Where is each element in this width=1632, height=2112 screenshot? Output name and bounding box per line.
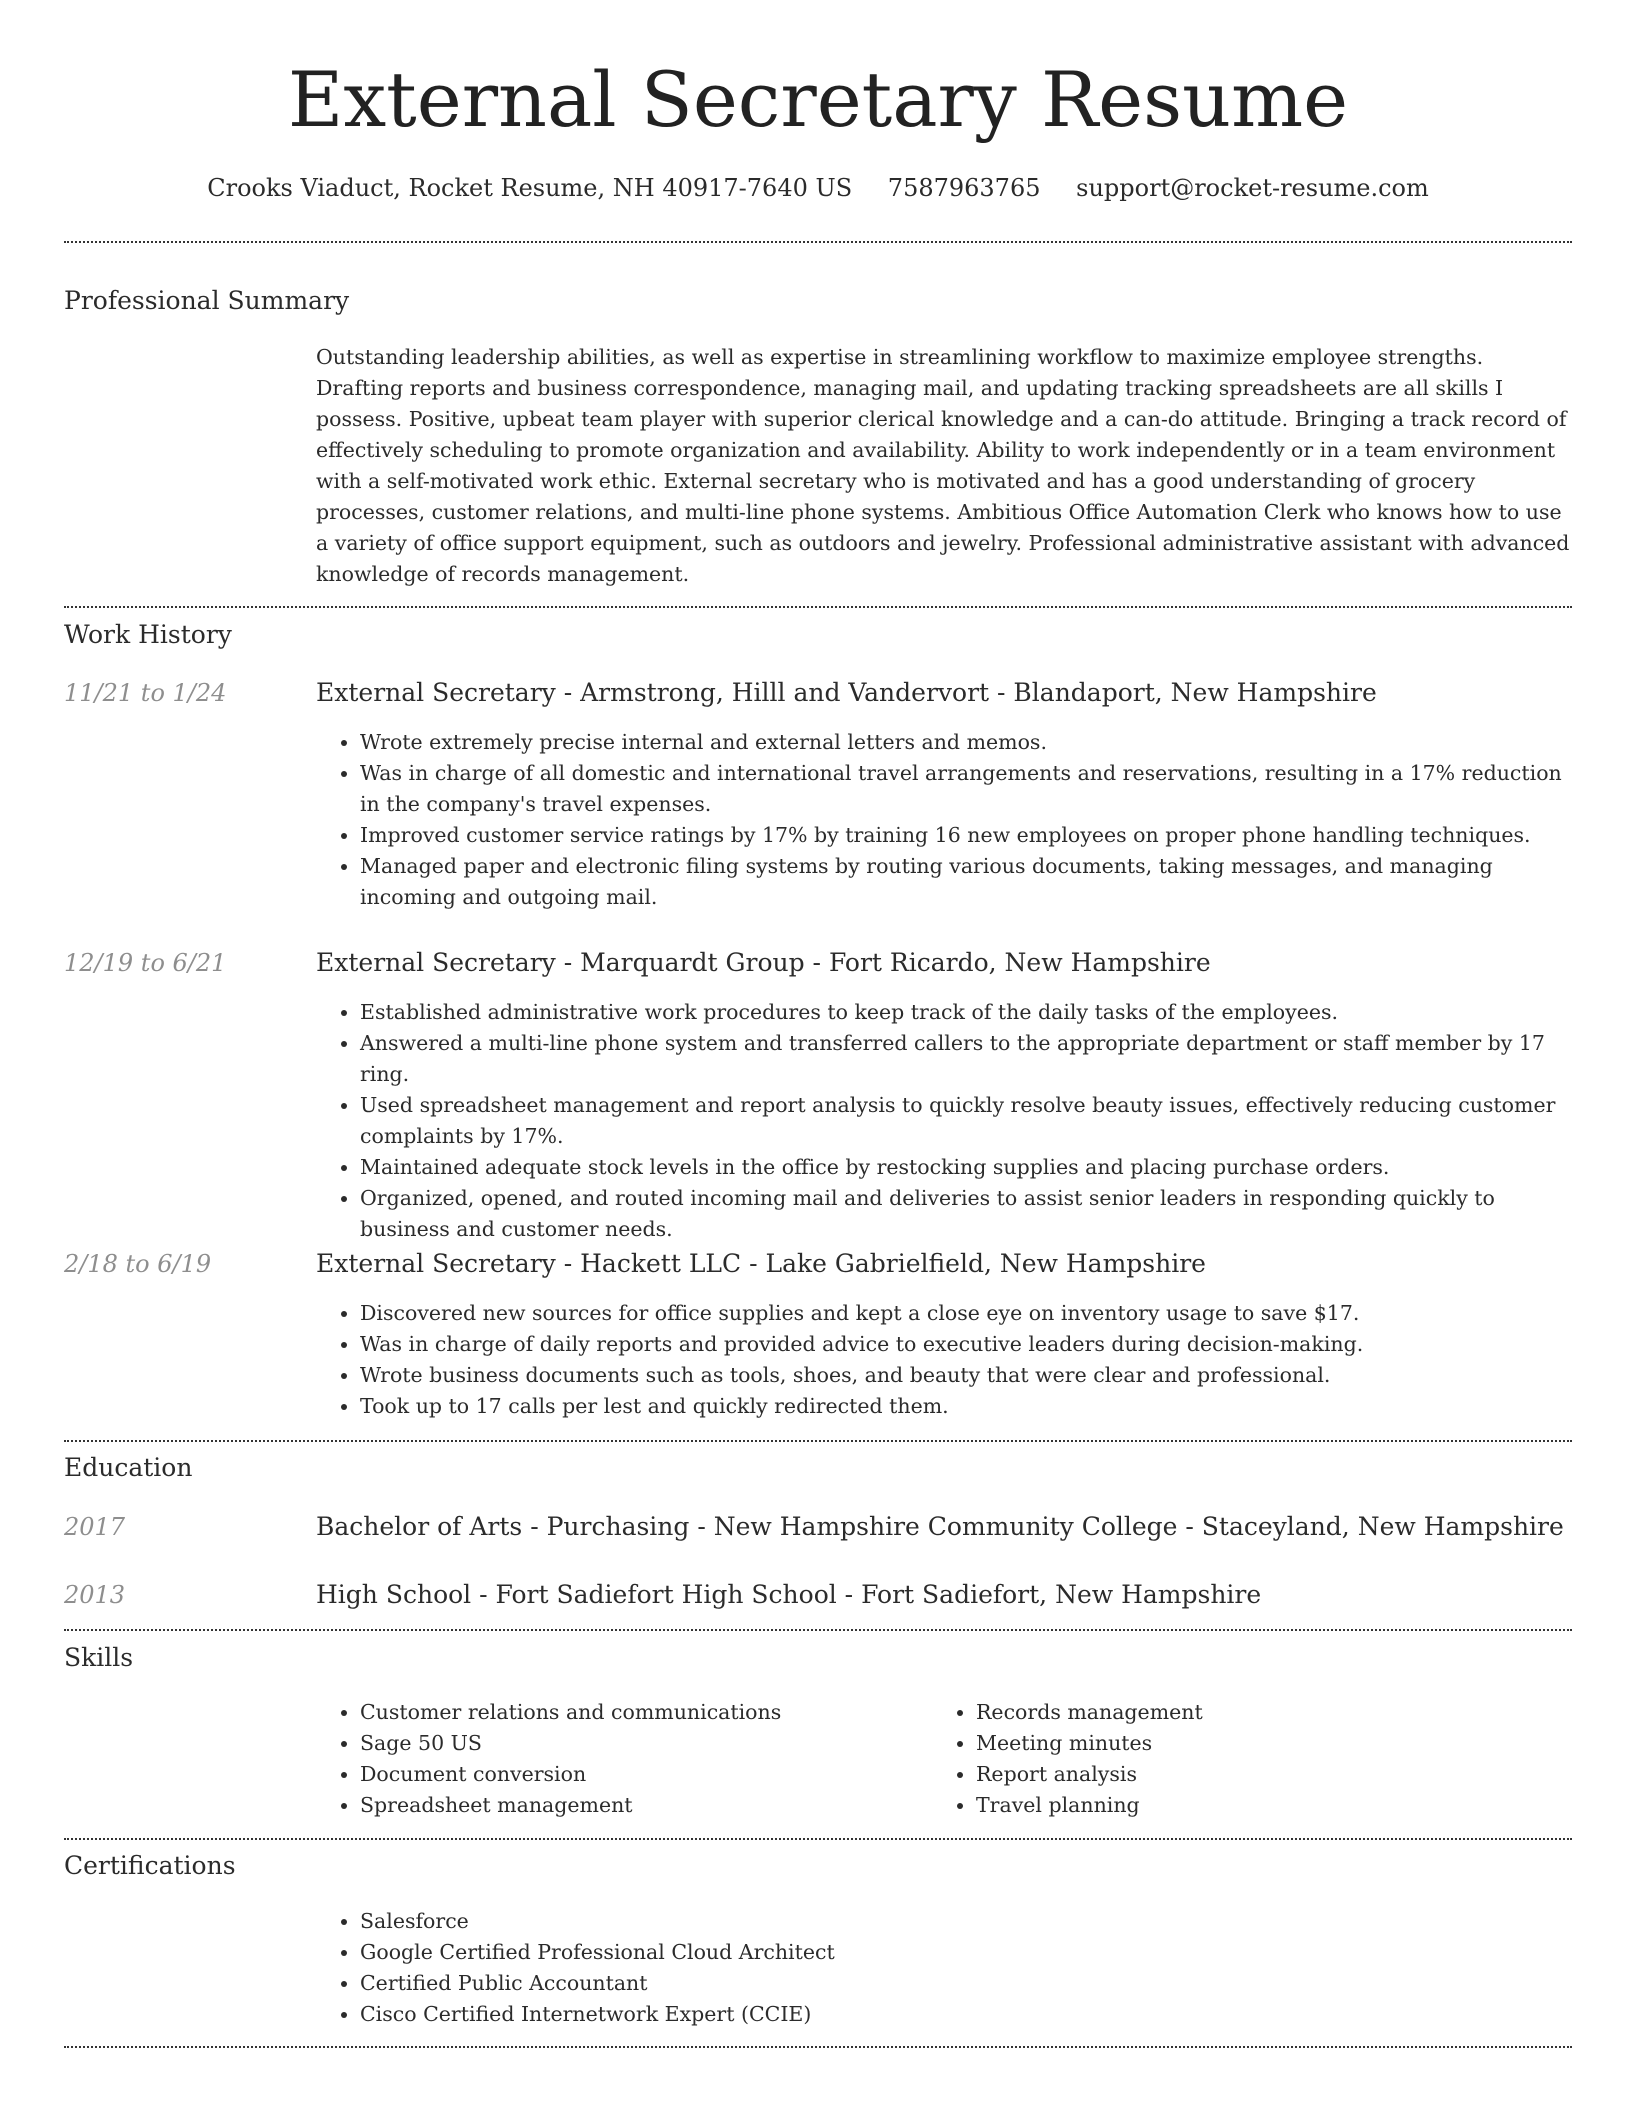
divider (64, 1629, 1572, 1631)
list-item: • Organized, opened, and routed incoming mail and deliveries to assist senior leaders in responding quickly to business and customer needs. (360, 1183, 1572, 1245)
list-item: • Was in charge of all domestic and international travel arrangements and reservations, resulting in a 17% reduction in the company's travel expenses. (360, 758, 1572, 820)
contact-line (64, 170, 1572, 206)
section-title-skills: Skills (64, 1643, 134, 1672)
list-item: • Document conversion (360, 1759, 932, 1790)
job-dates: 11/21 to 1/24 (64, 679, 227, 707)
list-item: • Used spreadsheet management and report analysis to quickly resolve beauty issues, effectively reducing customer complaints by 17%. (360, 1090, 1572, 1152)
list-item: • Spreadsheet management (360, 1790, 932, 1821)
list-item: • Established administrative work procedures to keep track of the daily tasks of the employees. (360, 997, 1572, 1028)
divider (64, 241, 1572, 243)
section-title-education: Education (64, 1453, 193, 1482)
contact-email: support@rocket-resume.com (1076, 174, 1429, 202)
summary-text: Outstanding leadership abilities, as well as expertise in streamlining workflow to maximize employee strengths. Drafting reports and business correspondence, managing mail, and updating tracking spreadsheets are all skills I possess. Positive, upbeat team player with superior clerical knowledge and a can-do attitude. Bringing a track record of effectively scheduling to promote organization and availability. Ability to work independently or in a team environment with a self-motivated work ethic. External secretary who is motivated and has a good understanding of grocery processes, customer relations, and multi-line phone systems. Ambitious Office Automation Clerk who knows how to use a variety of office support equipment, such as outdoors and jewelry. Professional administrative assistant with advanced knowledge of records management. (316, 345, 1570, 586)
list-item: • Wrote business documents such as tools, shoes, and beauty that were clear and professional. (360, 1360, 1572, 1391)
job-title: External Secretary - Armstrong, Hilll and Vandervort - Blandaport, New Hampshire (316, 678, 1377, 707)
list-item: • Improved customer service ratings by 17% by training 16 new employees on proper phone handling techniques. (360, 820, 1572, 851)
list-item: • Meeting minutes (976, 1728, 1548, 1759)
divider (64, 606, 1572, 608)
list-item: • Google Certified Professional Cloud Architect (360, 1937, 1572, 1968)
list-item: • Answered a multi-line phone system and transferred callers to the appropriate department or staff member by 17 ring. (360, 1028, 1572, 1090)
job-dates: 2/18 to 6/19 (64, 1250, 212, 1278)
divider (64, 1838, 1572, 1840)
job-bullets (316, 727, 1572, 913)
skills-list-left (316, 1697, 932, 1821)
contact-phone: 7587963765 (887, 174, 1041, 202)
section-title-certifications: Certifications (64, 1851, 236, 1880)
contact-address: Crooks Viaduct, Rocket Resume, NH 40917-7640 US (207, 174, 853, 202)
divider (64, 1440, 1572, 1442)
section-title-summary: Professional Summary (64, 286, 350, 315)
list-item: • Travel planning (976, 1790, 1548, 1821)
education-entry: High School - Fort Sadiefort High School - Fort Sadiefort, New Hampshire (316, 1580, 1262, 1609)
job-bullets (316, 1298, 1572, 1422)
divider (64, 2046, 1572, 2048)
certifications-list (316, 1906, 1572, 2030)
list-item: • Was in charge of daily reports and provided advice to executive leaders during decision-making. (360, 1329, 1572, 1360)
skills-list-right (932, 1697, 1548, 1821)
list-item: • Managed paper and electronic filing systems by routing various documents, taking messages, and managing incoming and outgoing mail. (360, 851, 1572, 913)
list-item: • Report analysis (976, 1759, 1548, 1790)
list-item: • Wrote extremely precise internal and external letters and memos. (360, 727, 1572, 758)
resume-title: External Secretary Resume (287, 55, 1349, 144)
list-item: • Salesforce (360, 1906, 1572, 1937)
list-item: • Records management (976, 1697, 1548, 1728)
education-year: 2013 (64, 1581, 126, 1609)
education-entry: Bachelor of Arts - Purchasing - New Hampshire Community College - Staceyland, New Hampshire (316, 1512, 1564, 1541)
list-item: • Certified Public Accountant (360, 1968, 1572, 1999)
job-dates: 12/19 to 6/21 (64, 949, 227, 977)
job-bullets (316, 997, 1572, 1245)
list-item: • Discovered new sources for office supplies and kept a close eye on inventory usage to save $17. (360, 1298, 1572, 1329)
list-item: • Maintained adequate stock levels in the office by restocking supplies and placing purchase orders. (360, 1152, 1572, 1183)
job-title: External Secretary - Marquardt Group - Fort Ricardo, New Hampshire (316, 948, 1211, 977)
section-title-work-history: Work History (64, 620, 232, 649)
education-year: 2017 (64, 1513, 126, 1541)
list-item: • Cisco Certified Internetwork Expert (CCIE) (360, 1999, 1572, 2030)
list-item: • Customer relations and communications (360, 1697, 932, 1728)
list-item: • Sage 50 US (360, 1728, 932, 1759)
job-title: External Secretary - Hackett LLC - Lake Gabrielfield, New Hampshire (316, 1249, 1206, 1278)
list-item: • Took up to 17 calls per lest and quickly redirected them. (360, 1391, 1572, 1422)
